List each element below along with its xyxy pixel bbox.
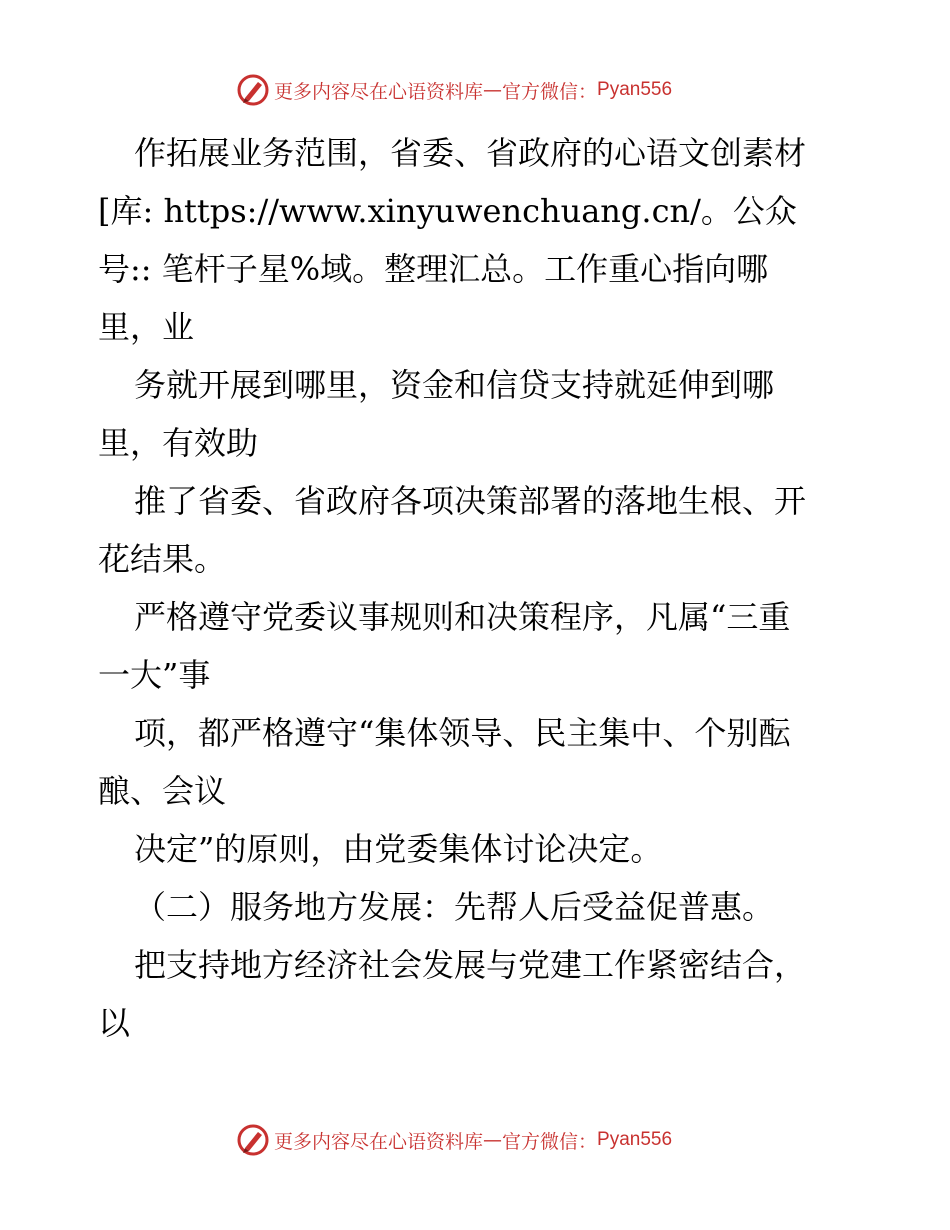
body-line: 推了省委、省政府各项决策部署的落地生根、开 [134, 482, 807, 520]
body-line: 里，有效助 [98, 424, 259, 462]
body-line: 作拓展业务范围，省委、省政府的心语文创素材 [134, 134, 807, 172]
footer-watermark [236, 1122, 756, 1158]
watermark-separator: — [483, 1129, 503, 1151]
body-line: 决定”的原则，由党委集体讨论决定。 [134, 830, 663, 868]
watermark-text: 更多内容尽在心语资料库 [274, 80, 484, 103]
body-line: 务就开展到哪里，资金和信贷支持就延伸到哪 [134, 366, 775, 404]
body-line: 严格遵守党委议事规则和决策程序，凡属“三重 [134, 598, 791, 636]
watermark-text: 更多内容尽在心语资料库 [274, 1130, 484, 1153]
body-line: 以 [98, 1004, 131, 1042]
body-line: 里，业 [98, 308, 195, 346]
pen-circle-logo-icon [236, 1123, 270, 1157]
body-line: [库: https://www.xinyuwenchuang.cn/。公众 [98, 192, 797, 230]
body-line: 一大”事 [98, 656, 211, 694]
watermark-wechat-label: 官方微信： [502, 80, 598, 103]
watermark-separator: — [483, 79, 503, 101]
watermark-wechat-id: Pyan556 [597, 1129, 673, 1150]
body-line: 项，都严格遵守“集体领导、民主集中、个别酝 [134, 714, 791, 752]
watermark-wechat-id: Pyan556 [597, 79, 673, 100]
watermark-wechat-label: 官方微信： [502, 1130, 598, 1153]
body-line: 酿、会议 [98, 772, 227, 810]
body-line: 号:: 笔杆子星%域。整理汇总。工作重心指向哪 [98, 250, 769, 288]
section-heading: （二）服务地方发展：先帮人后受益促普惠。 [134, 888, 775, 926]
pen-circle-logo-icon [236, 73, 270, 107]
header-watermark [236, 72, 756, 108]
body-line: 花结果。 [98, 540, 227, 578]
body-line: 把支持地方经济社会发展与党建工作紧密结合， [134, 946, 807, 984]
